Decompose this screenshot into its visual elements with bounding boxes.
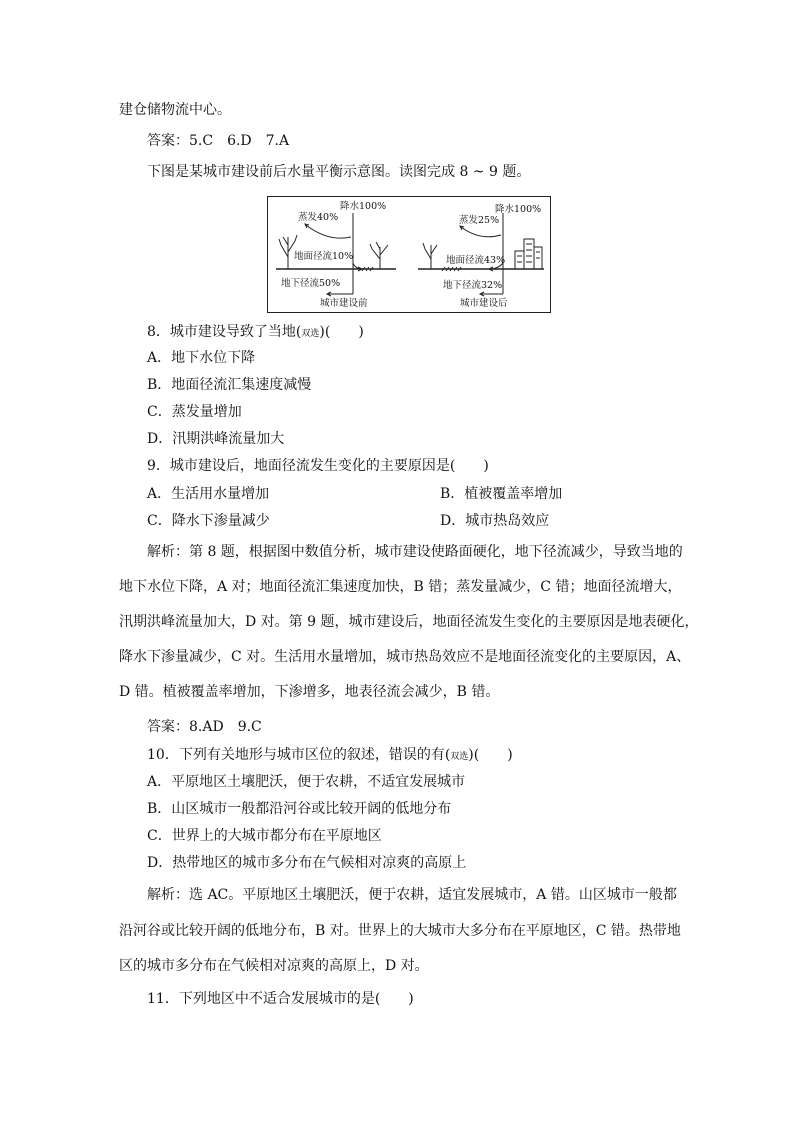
- analysis-line: 区的城市多分布在气候相对凉爽的高原上，D 对。: [119, 958, 429, 974]
- left-evap-label: 蒸发40%: [298, 212, 339, 223]
- question-9-option-d: D．城市热岛效应: [440, 513, 550, 529]
- question-8-tail: )( ): [319, 324, 364, 340]
- analysis-line: 解析：选 AC。平原地区土壤肥沃，便于农耕，适宜发展城市，A 错。山区城市一般都: [147, 887, 677, 903]
- question-10-tail: )( ): [468, 747, 513, 763]
- question-10-tag: 双选: [450, 752, 469, 762]
- question-9-option-c: C．降水下渗量减少: [147, 513, 270, 529]
- analysis-line: 汛期洪峰流量加大，D 对。第 9 题，城市建设后，地面径流发生变化的主要原因是地表硬化，: [119, 614, 699, 630]
- question-9-stem: 9．城市建设后，地面径流发生变化的主要原因是( ): [147, 458, 489, 474]
- question-10-option-d: D．热带地区的城市多分布在气候相对凉爽的高原上: [147, 855, 467, 871]
- question-10-stem: [147, 746, 513, 766]
- text-line: 建仓储物流中心。: [119, 102, 231, 118]
- right-caption: 城市建设后: [460, 298, 508, 309]
- question-8-option-c: C．蒸发量增加: [147, 404, 242, 420]
- question-10-option-c: C．世界上的大城市都分布在平原地区: [147, 828, 382, 844]
- question-10-option-b: B．山区城市一般都沿河谷或比较开阔的低地分布: [147, 801, 452, 817]
- left-surface-runoff-label: 地面径流10%: [294, 251, 354, 262]
- water-balance-diagram: [267, 196, 551, 313]
- question-11-stem: 11．下列地区中不适合发展城市的是( ): [147, 991, 414, 1007]
- question-8-option-b: B．地面径流汇集速度减慢: [147, 377, 312, 393]
- question-10-option-a: A．平原地区土壤肥沃，便于农耕，不适宜发展城市: [147, 774, 466, 790]
- analysis-line: 解析：第 8 题，根据图中数值分析，城市建设使路面硬化，地下径流减少，导致当地的: [147, 544, 683, 560]
- question-10-text: 10．下列有关地形与城市区位的叙述，错误的有(: [147, 747, 451, 763]
- analysis-line: 沿河谷或比较开阔的低地分布，B 对。世界上的大城市大多分布在平原地区，C 错。热带地: [119, 923, 681, 939]
- right-underground-runoff-label: 地下径流32%: [443, 280, 503, 291]
- left-precip-label: 降水100%: [340, 201, 387, 212]
- question-9-option-a: A．生活用水量增加: [147, 486, 270, 502]
- answer-line: 答案：8.AD 9.C: [147, 719, 262, 735]
- analysis-line: 地下水位下降，A 对；地面径流汇集速度加快，B 错；蒸发量减少，C 错；地面径流增大，: [119, 579, 682, 595]
- question-8-option-d: D．汛期洪峰流量加大: [147, 431, 285, 447]
- right-evap-label: 蒸发25%: [459, 215, 500, 226]
- question-8-stem: [147, 323, 364, 343]
- analysis-line: 降水下渗量减少，C 对。生活用水量增加，城市热岛效应不是地面径流变化的主要原因，A、: [119, 649, 691, 665]
- right-precip-label: 降水100%: [495, 204, 542, 215]
- left-underground-runoff-label: 地下径流50%: [281, 278, 341, 289]
- question-8-text: 8．城市建设导致了当地(: [147, 324, 302, 340]
- question-8-tag: 双选: [301, 329, 320, 339]
- analysis-line: D 错。植被覆盖率增加，下渗增多，地表径流会减少，B 错。: [119, 684, 500, 700]
- answer-line: 答案：5.C 6.D 7.A: [147, 133, 290, 149]
- left-caption: 城市建设前: [320, 298, 368, 309]
- right-surface-runoff-label: 地面径流43%: [446, 255, 506, 266]
- question-8-option-a: A．地下水位下降: [147, 350, 256, 366]
- question-9-option-b: B．植被覆盖率增加: [440, 486, 563, 502]
- question-intro: 下图是某城市建设前后水量平衡示意图。读图完成 8 ~ 9 题。: [147, 164, 531, 180]
